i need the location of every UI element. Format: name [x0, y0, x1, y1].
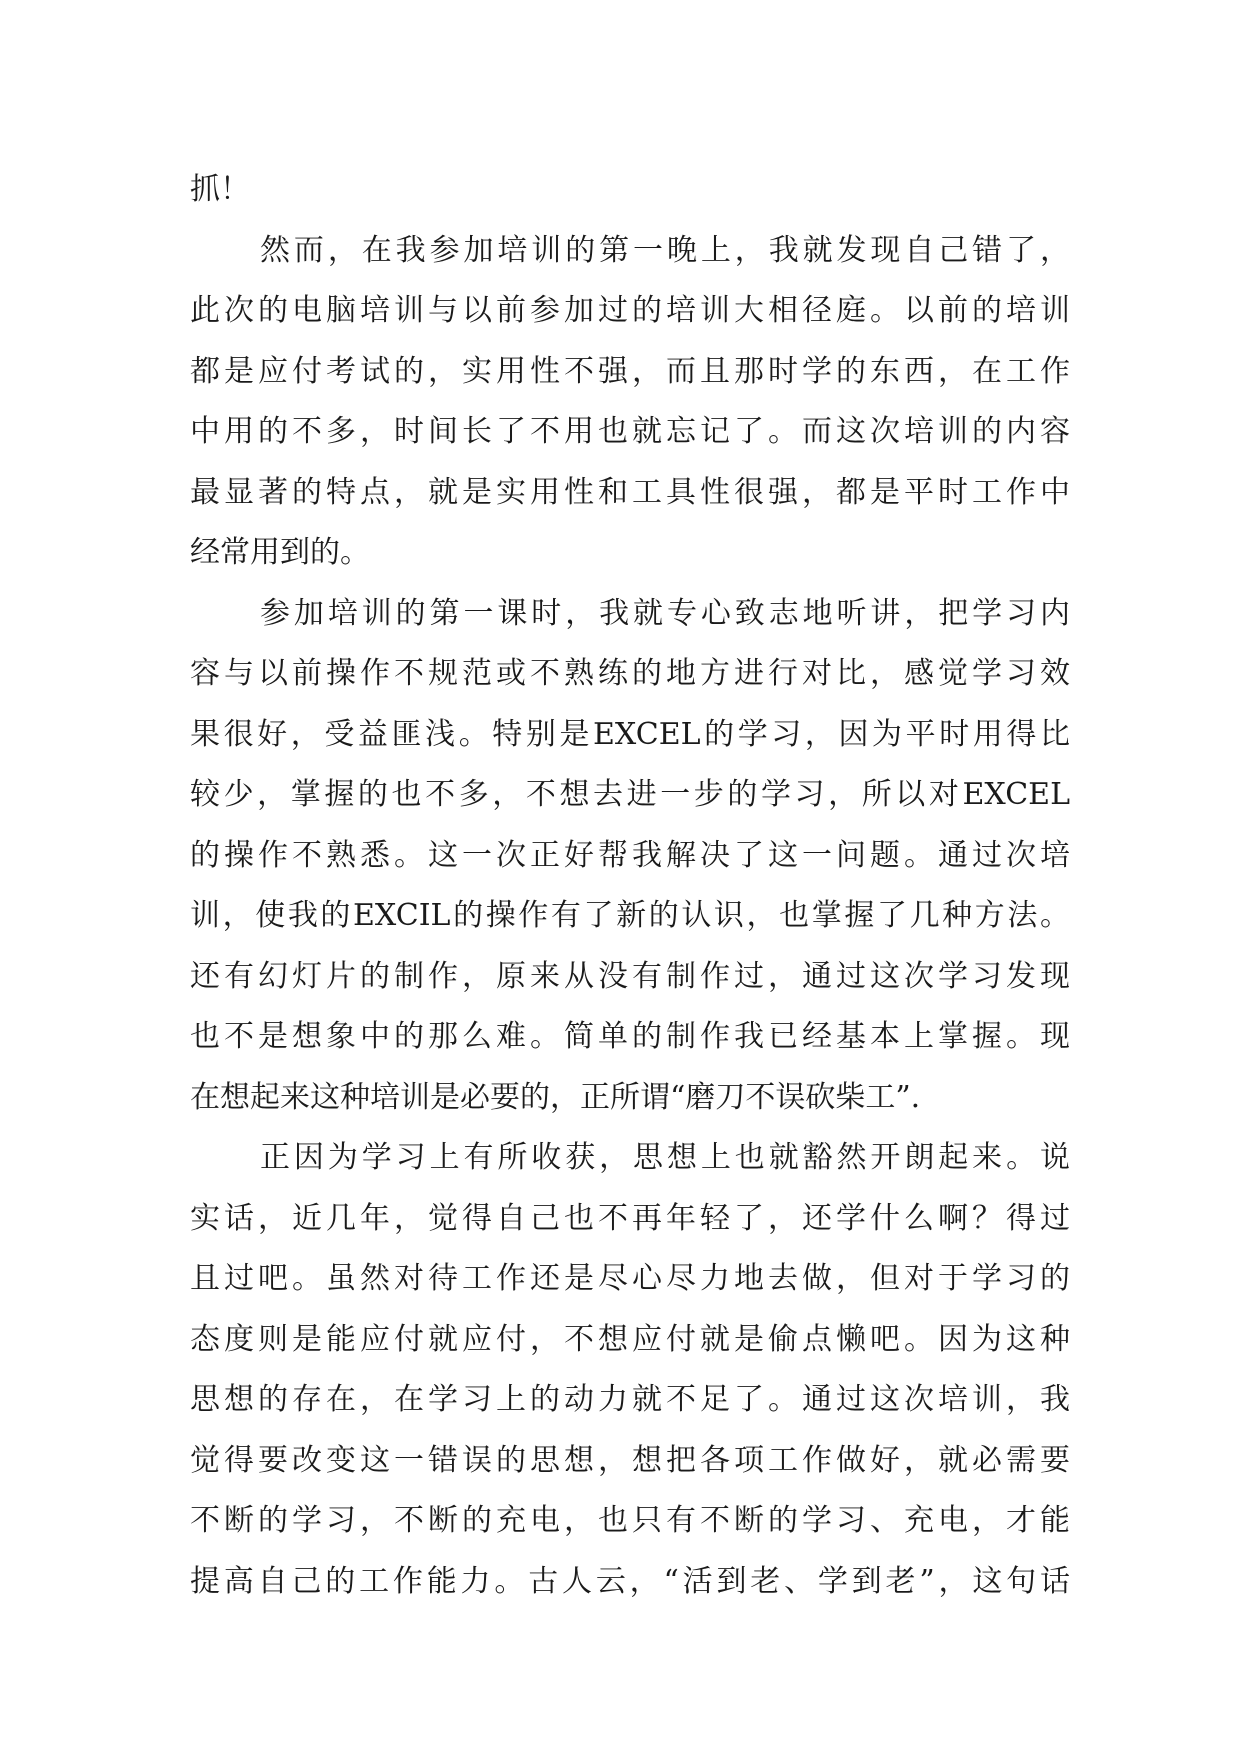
text-line: 较少，掌握的也不多，不想去进一步的学习，所以对EXCEL — [190, 777, 1070, 812]
text-line: 此次的电脑培训与以前参加过的培训大相径庭。以前的培训 — [190, 293, 1070, 328]
text-line: 提高自己的工作能力。古人云，“活到老、学到老”，这句话 — [190, 1563, 1070, 1599]
text-line: 的操作不熟悉。这一次正好帮我解决了这一问题。通过次培 — [190, 837, 1070, 873]
text-line: 也不是想象中的那么难。简单的制作我已经基本上掌握。现 — [190, 1019, 1070, 1054]
text-line: 觉得要改变这一错误的思想，想把各项工作做好，就必需要 — [190, 1442, 1070, 1478]
text-line: 实话，近几年，觉得自己也不再年轻了，还学什么啊？得过 — [190, 1200, 1070, 1236]
paragraph-first-line: 参加培训的第一课时，我就专心致志地听讲，把学习内 — [260, 595, 1070, 631]
text-line: 态度则是能应付就应付，不想应付就是偷点懒吧。因为这种 — [190, 1321, 1070, 1357]
text-line: 经常用到的。 — [190, 535, 370, 570]
text-line: 果很好，受益匪浅。特别是EXCEL的学习，因为平时用得比 — [190, 716, 1070, 752]
paragraph-first-line: 然而，在我参加培训的第一晚上，我就发现自己错了， — [260, 232, 1070, 268]
text-line: 还有幻灯片的制作，原来从没有制作过，通过这次学习发现 — [190, 958, 1070, 994]
text-line: 都是应付考试的，实用性不强，而且那时学的东西，在工作 — [190, 353, 1070, 389]
text-line: 训，使我的EXCIL的操作有了新的认识，也掌握了几种方法。 — [190, 898, 1070, 933]
text-line: 思想的存在，在学习上的动力就不足了。通过这次培训，我 — [190, 1382, 1070, 1417]
document-body — [190, 160, 1070, 1612]
text-line: 最显著的特点，就是实用性和工具性很强，都是平时工作中 — [190, 474, 1070, 510]
text-line: 中用的不多，时间长了不用也就忘记了。而这次培训的内容 — [190, 414, 1070, 449]
text-line: 且过吧。虽然对待工作还是尽心尽力地去做，但对于学习的 — [190, 1261, 1070, 1296]
text-line: 在想起来这种培训是必要的，正所谓“磨刀不误砍柴工”. — [190, 1079, 921, 1115]
paragraph-first-line: 正因为学习上有所收获，思想上也就豁然开朗起来。说 — [260, 1140, 1070, 1175]
text-line: 容与以前操作不规范或不熟练的地方进行对比，感觉学习效 — [190, 656, 1070, 691]
text-line: 抓！ — [190, 172, 250, 207]
text-line: 不断的学习，不断的充电，也只有不断的学习、充电，才能 — [190, 1503, 1070, 1538]
